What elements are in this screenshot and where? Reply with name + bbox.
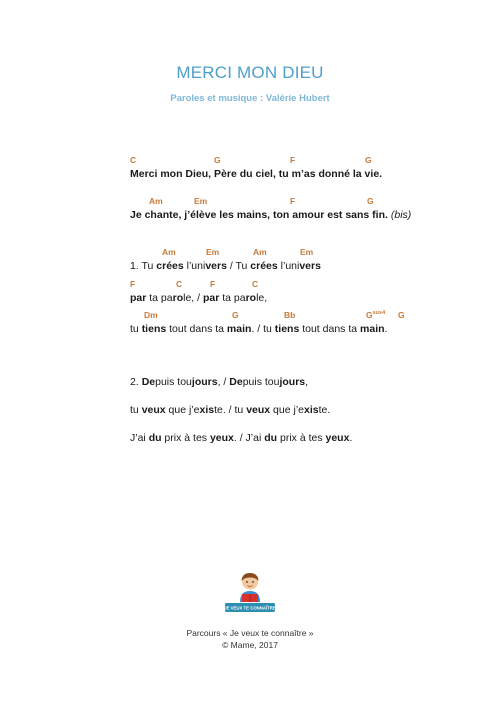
lyric-segment: De bbox=[141, 376, 156, 388]
lyric-segment: main bbox=[360, 323, 385, 335]
chord: Em bbox=[300, 247, 314, 257]
lyric-segment: ta pa bbox=[219, 292, 246, 304]
lyric-line bbox=[0, 432, 500, 446]
chord: Dm bbox=[144, 310, 158, 320]
lyric-segment: l’uni bbox=[277, 260, 300, 272]
mascot-logo bbox=[224, 570, 276, 618]
lyric-segment: , bbox=[305, 376, 309, 388]
chord: C bbox=[252, 279, 259, 289]
chord: G bbox=[365, 155, 372, 165]
chord bbox=[366, 310, 385, 320]
lyric-segment: crées bbox=[156, 260, 184, 272]
chord: F bbox=[210, 279, 216, 289]
chord: C bbox=[176, 279, 183, 289]
lyric-segment: puis tou bbox=[242, 376, 280, 388]
lyric-segment: J’ai bbox=[130, 432, 149, 444]
lyric-text bbox=[130, 209, 411, 221]
lyric-segment: / Tu bbox=[226, 260, 251, 272]
chord: F bbox=[290, 155, 296, 165]
chord: Em bbox=[194, 196, 208, 206]
chord: Am bbox=[162, 247, 176, 257]
lyric-line bbox=[0, 323, 500, 337]
chord-line bbox=[0, 155, 500, 169]
song-title: MERCI MON DIEU bbox=[176, 63, 324, 82]
lyric-segment: De bbox=[229, 376, 243, 388]
mascot-eye bbox=[252, 581, 254, 583]
footer-copyright: © Mame, 2017 bbox=[222, 640, 278, 650]
chord-line bbox=[0, 196, 500, 210]
lyric-segment: ro bbox=[172, 292, 184, 304]
lyric-segment: jours bbox=[279, 376, 306, 388]
lyric-segment: yeux bbox=[209, 432, 234, 444]
lyric-line bbox=[0, 404, 500, 418]
chord: F bbox=[290, 196, 296, 206]
chord-line bbox=[0, 279, 500, 293]
chord: C bbox=[130, 155, 137, 165]
lyric-segment: tu bbox=[130, 404, 142, 416]
lyric-segment: prix à tes bbox=[161, 432, 210, 444]
chord: G bbox=[214, 155, 221, 165]
lyric-text bbox=[130, 376, 308, 388]
lyric-segment: Je chante, j’élève les mains, ton amour est sans fin. bbox=[130, 209, 388, 221]
footer-course: Parcours « Je veux te connaître » bbox=[186, 628, 314, 638]
lyric-text bbox=[130, 323, 387, 335]
lyric-segment: jours bbox=[191, 376, 218, 388]
chord: Em bbox=[206, 247, 220, 257]
lyric-segment: yeux bbox=[325, 432, 350, 444]
lyric-segment: xis bbox=[199, 404, 215, 416]
lyric-segment: ro bbox=[245, 292, 257, 304]
lyric-segment: . bbox=[384, 323, 388, 335]
lyric-text bbox=[130, 432, 352, 444]
lyric-text: Merci mon Dieu, Père du ciel, tu m’as donné la vie. bbox=[130, 168, 383, 180]
chord: Bb bbox=[284, 310, 296, 320]
lyric-segment: vers bbox=[299, 260, 321, 272]
lyric-segment: te. / tu bbox=[214, 404, 247, 416]
lyric-segment: que j’e bbox=[270, 404, 304, 416]
lyric-segment: , / bbox=[217, 376, 230, 388]
lyric-segment: veux bbox=[141, 404, 166, 416]
lyric-line bbox=[0, 209, 500, 223]
lyric-text bbox=[130, 292, 267, 304]
lyric-segment: tiens bbox=[141, 323, 167, 335]
chord: G bbox=[367, 196, 374, 206]
lyric-segment: crées bbox=[250, 260, 278, 272]
lyric-segment: 1. Tu bbox=[130, 260, 157, 272]
lyric-segment: tout dans ta bbox=[166, 323, 227, 335]
chord: G bbox=[398, 310, 405, 320]
lyric-line bbox=[0, 260, 500, 274]
lyric-text bbox=[130, 404, 330, 416]
lyric-segment: vers bbox=[205, 260, 227, 272]
lyric-segment: veux bbox=[246, 404, 271, 416]
lyric-segment: par bbox=[130, 292, 147, 304]
lyric-segment: tu bbox=[130, 323, 142, 335]
lyric-segment: 2. bbox=[130, 376, 142, 388]
lyric-segment: du bbox=[264, 432, 278, 444]
lyric-segment: l’uni bbox=[183, 260, 206, 272]
chord: G bbox=[232, 310, 239, 320]
lyric-segment: ta pa bbox=[146, 292, 173, 304]
lyric-line bbox=[0, 376, 500, 390]
chord-suffix: sus4 bbox=[372, 310, 386, 316]
chord-root: G bbox=[366, 310, 373, 320]
badge-label: JE VEUX TE CONNAÎTRE bbox=[224, 605, 276, 611]
lyric-segment: tout dans ta bbox=[299, 323, 361, 335]
lyric-segment: que j’e bbox=[165, 404, 200, 416]
lyric-text bbox=[130, 260, 321, 272]
lyric-segment: le, bbox=[256, 292, 268, 304]
lyric-segment: du bbox=[148, 432, 162, 444]
lyric-segment: main bbox=[226, 323, 252, 335]
lyric-line bbox=[0, 168, 500, 182]
lyric-segment: . / tu bbox=[251, 323, 275, 335]
lyric-segment: prix à tes bbox=[277, 432, 326, 444]
lyric-line bbox=[0, 292, 500, 306]
song-credits: Paroles et musique : Valérie Hubert bbox=[170, 93, 330, 104]
lyric-segment: . / J’ai bbox=[233, 432, 265, 444]
lyric-segment: le, / bbox=[183, 292, 203, 304]
lyric-segment: puis tou bbox=[155, 376, 192, 388]
chord: Am bbox=[149, 196, 163, 206]
lyric-segment: tiens bbox=[274, 323, 300, 335]
lyric-segment: te. bbox=[318, 404, 331, 416]
lyric-segment: par bbox=[202, 292, 220, 304]
chord: F bbox=[130, 279, 136, 289]
lyric-segment: xis bbox=[304, 404, 319, 416]
chord: Am bbox=[253, 247, 267, 257]
chord-line bbox=[0, 310, 500, 324]
chord-line bbox=[0, 247, 500, 261]
repeat-note: (bis) bbox=[390, 209, 412, 221]
lyric-segment: . bbox=[349, 432, 353, 444]
mascot-eye bbox=[246, 581, 248, 583]
